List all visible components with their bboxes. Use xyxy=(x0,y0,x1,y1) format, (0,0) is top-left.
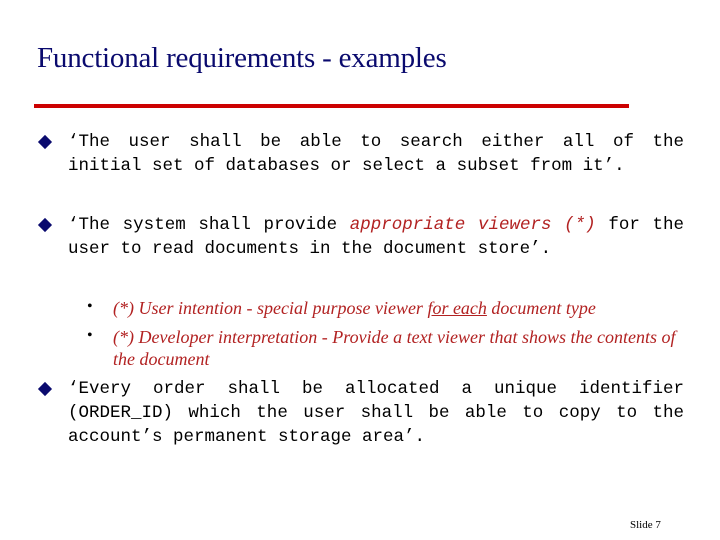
sub-item-1 xyxy=(113,297,683,319)
slide-number: Slide 7 xyxy=(630,519,661,531)
sub-item-1-underlined: for each xyxy=(427,298,487,318)
sub-item-2: (*) Developer interpretation - Provide a text viewer that shows the contents of the document xyxy=(113,327,676,369)
diamond-bullet-icon xyxy=(38,382,52,396)
requirement-item-2 xyxy=(68,213,684,261)
diamond-bullet-icon xyxy=(38,135,52,149)
requirement-item-2-start: ‘The system shall provide xyxy=(68,215,350,235)
sub-item-1-end: document type xyxy=(486,298,596,318)
title-underline-rule xyxy=(34,104,629,108)
diamond-bullet-icon xyxy=(38,218,52,232)
sub-bullet-2: • xyxy=(87,327,93,344)
sub-bullet-1: • xyxy=(87,298,93,315)
requirement-item-2-end: for the user to read documents in the document store’. xyxy=(68,215,685,259)
requirement-item-3: ‘Every order shall be allocated a unique identifier (ORDER_ID) which the user shall be able to copy to the account’s permanent storage area’. xyxy=(68,379,684,447)
requirement-item-2-highlight: appropriate viewers (*) xyxy=(349,215,596,235)
slide-title: Functional requirements - examples xyxy=(37,42,447,74)
sub-item-1-start: (*) User intention - special purpose viewer xyxy=(113,298,428,318)
requirement-item-1: ‘The user shall be able to search either all of the initial set of databases or select a subset from it’. xyxy=(68,132,684,176)
